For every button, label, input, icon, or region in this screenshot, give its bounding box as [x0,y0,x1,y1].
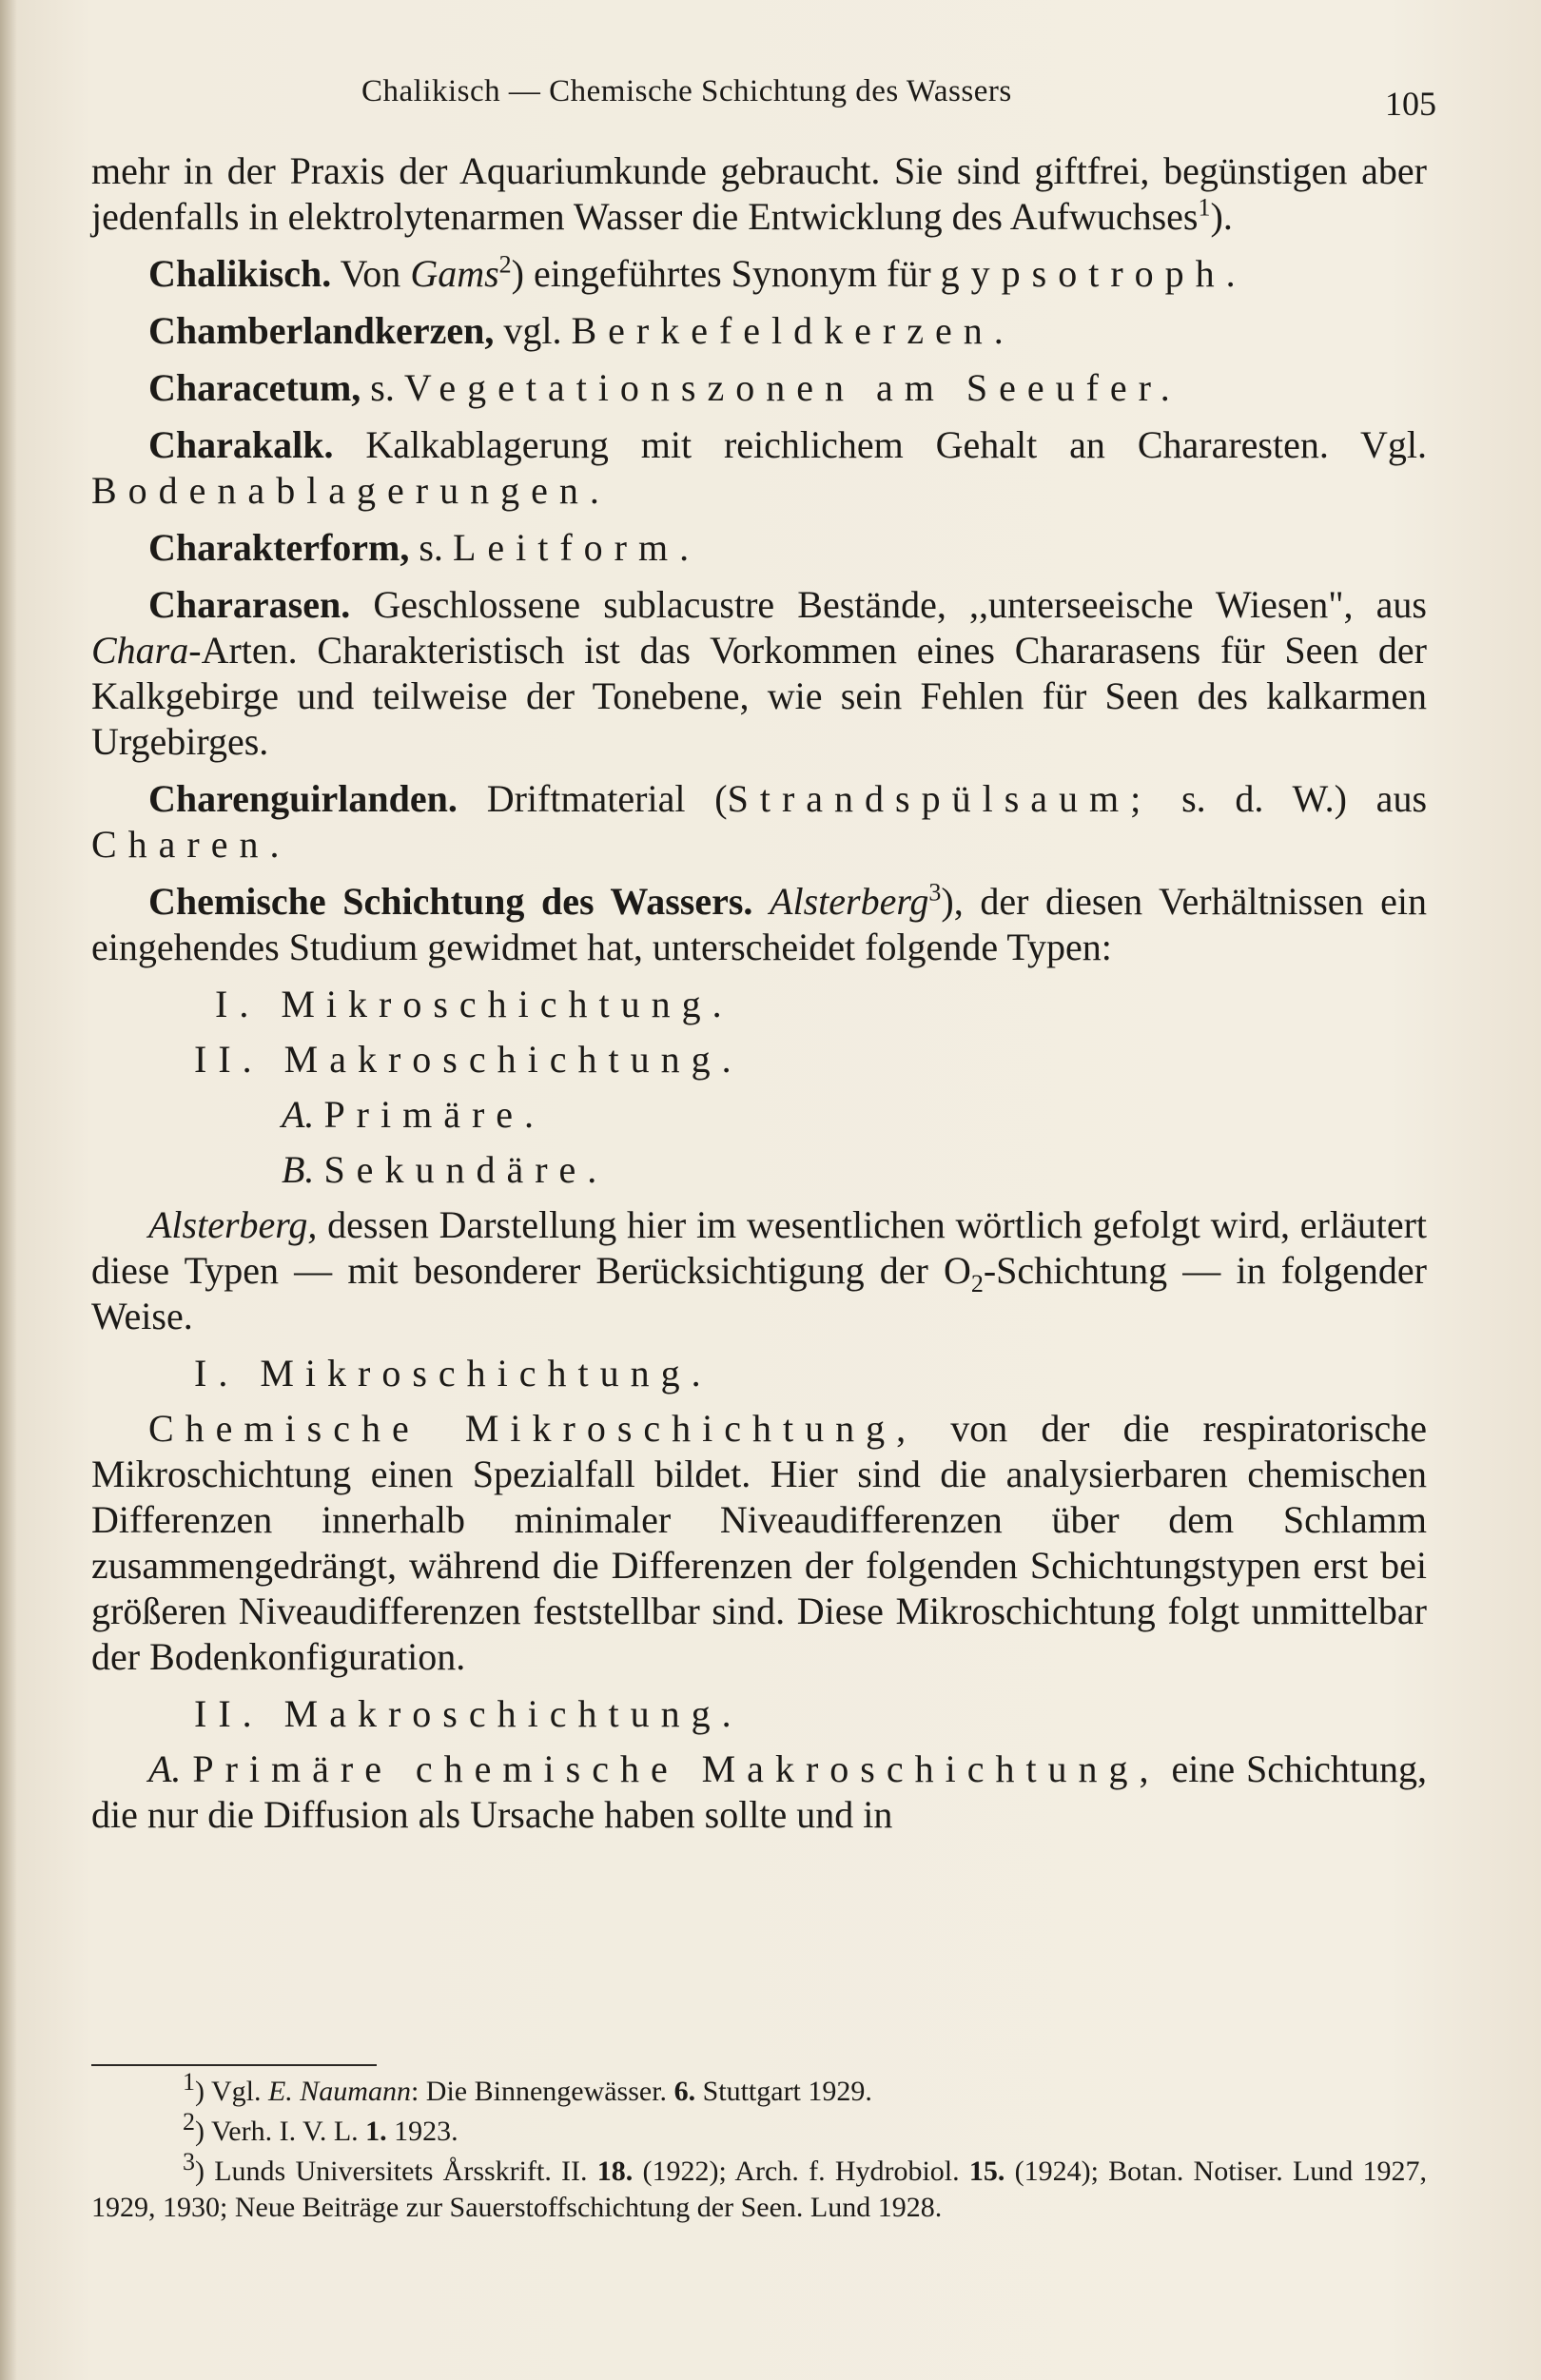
body-text [91,148,1427,1849]
headword: Charakalk. [148,423,334,466]
entry-charakterform: Charakterform, s. Leitform. [148,526,701,569]
spaced-term: gypsotroph. [940,252,1247,295]
type-list-item: A. Primäre. [282,1093,546,1136]
headword: Chalikisch. [148,252,332,295]
entry-chemische-schichtung: Chemische Schichtung des Wassers. Alsterberg$^3$), der diesen Verhältnissen ein eingehendes Studium gewidmet hat, unterscheidet folgende Typen: [91,878,1428,968]
footnote-2: 2) Verh. I. V. L. 1. 1923. [183,2108,458,2147]
headword: Chararasen. [148,583,351,626]
page-header [361,67,1436,124]
entry-chararasen: Chararasen. Geschlossene sublacustre Bestände, ,,unterseeische Wiesen", aus Chara-Arten. Charakteristisch ist das Vorkommen eines Chararasens für Seen der Kalkgebirge und teilweise der Tonebene, wie sein Fehlen für Seen des kalkarmen Urgebirges. [91,583,1428,763]
spaced-term: Charen. [91,823,291,866]
type-list-item: II. Makroschichtung. [194,1038,743,1081]
footnote-ref: 3 [928,878,942,907]
footnote-3: 3) Lunds Universitets Årsskrift. II. 18. (1922); Arch. f. Hydrobiol. 15. (1924); Botan. Notiser. Lund 1927, 1929, 1930; Neue Beiträge zur Sauerstoffschichtung der Seen. Lund 1928. [91,2148,1427,2223]
footnote-1: 1) Vgl. E. Naumann: Die Binnengewässer. 6. Stuttgart 1929. [183,2068,872,2107]
entry-chamberlandkerzen: Chamberlandkerzen, vgl. Berkefeldkerzen. [148,309,1015,352]
paragraph-primaere: A. Primäre chemische Makroschichtung, eine Schichtung, die nur die Diffusion als Ursache haben sollte und in [91,1747,1428,1836]
type-list-item: I. Mikroschichtung. [215,983,733,1025]
type-list-item: B. Sekundäre. [282,1148,609,1191]
subscript: 2 [970,1270,984,1297]
page-number: 105 [1385,85,1436,123]
headword: Charakterform, [148,526,410,569]
paragraph-alsterberg: Alsterberg, dessen Darstellung hier im wesentlichen wörtlich gefolgt wird, erläutert diese Typen — mit besonderer Berücksichtigung der $O_2$-Schichtung — in folgender Weise. [91,1203,1428,1337]
headword: Charenguirlanden. [148,777,458,820]
headword: Chemische Schichtung des Wassers. [148,880,753,923]
page-gutter-shadow [0,0,17,2380]
paragraph-mikroschichtung: Chemische Mikroschichtung, von der die respiratorische Mikroschichtung einen Spezialfall bildet. Hier sind die analysierbaren chemischen Differenzen innerhalb minimaler Niveaudifferenzen über dem Schlamm zusammengedrängt, während die Differenzen der folgenden Schichtungstypen erst bei größeren Niveaudifferenzen feststellbar sind. Diese Mikroschichtung folgt unmittelbar der Bodenkonfiguration. [91,1407,1428,1678]
paragraph-aquarium: mehr in der Praxis der Aquariumkunde gebraucht. Sie sind giftfrei, begünstigen aber jedenfalls in elektrolytenarmen Wasser die Entwicklung des Aufwuchses$^1$). [91,149,1427,238]
spaced-term: Primäre chemische Makroschichtung, [192,1747,1161,1790]
entry-charenguirlanden: Charenguirlanden. Driftmaterial (Strandspülsaum; s. d. W.) aus Charen. [91,777,1428,866]
footnote-ref: 2 [498,250,512,279]
spaced-term: Leitform. [452,526,701,569]
headword: Characetum, [148,366,361,409]
entry-chalikisch: Chalikisch. Von Gams$^2$) eingeführtes Synonym für gypsotroph. [148,250,1247,295]
running-head: Chalikisch — Chemische Schichtung des Wassers [361,74,1012,108]
footnote-ref: 1 [1198,193,1211,222]
headword: Chamberlandkerzen, [148,309,495,352]
spaced-term: Bodenablagerungen. [91,469,611,512]
footnote-rule [91,2064,377,2066]
section-heading: I. Mikroschichtung. [194,1352,712,1395]
spaced-term: Strandspülsaum; [727,777,1153,820]
spaced-term: Chemische Mikroschichtung, [148,1407,918,1450]
spaced-term: Berkefeldkerzen. [571,309,1015,352]
footnotes [91,2068,1427,2230]
entry-characetum: Characetum, s. Vegetationszonen am Seeufer. [148,366,1181,409]
section-heading: II. Makroschichtung. [194,1692,743,1735]
entry-charakalk: Charakalk. Kalkablagerung mit reichlichem Gehalt an Chararesten. Vgl. Bodenablagerungen. [91,423,1428,512]
spaced-term: Vegetationszonen am Seeufer. [403,366,1181,409]
